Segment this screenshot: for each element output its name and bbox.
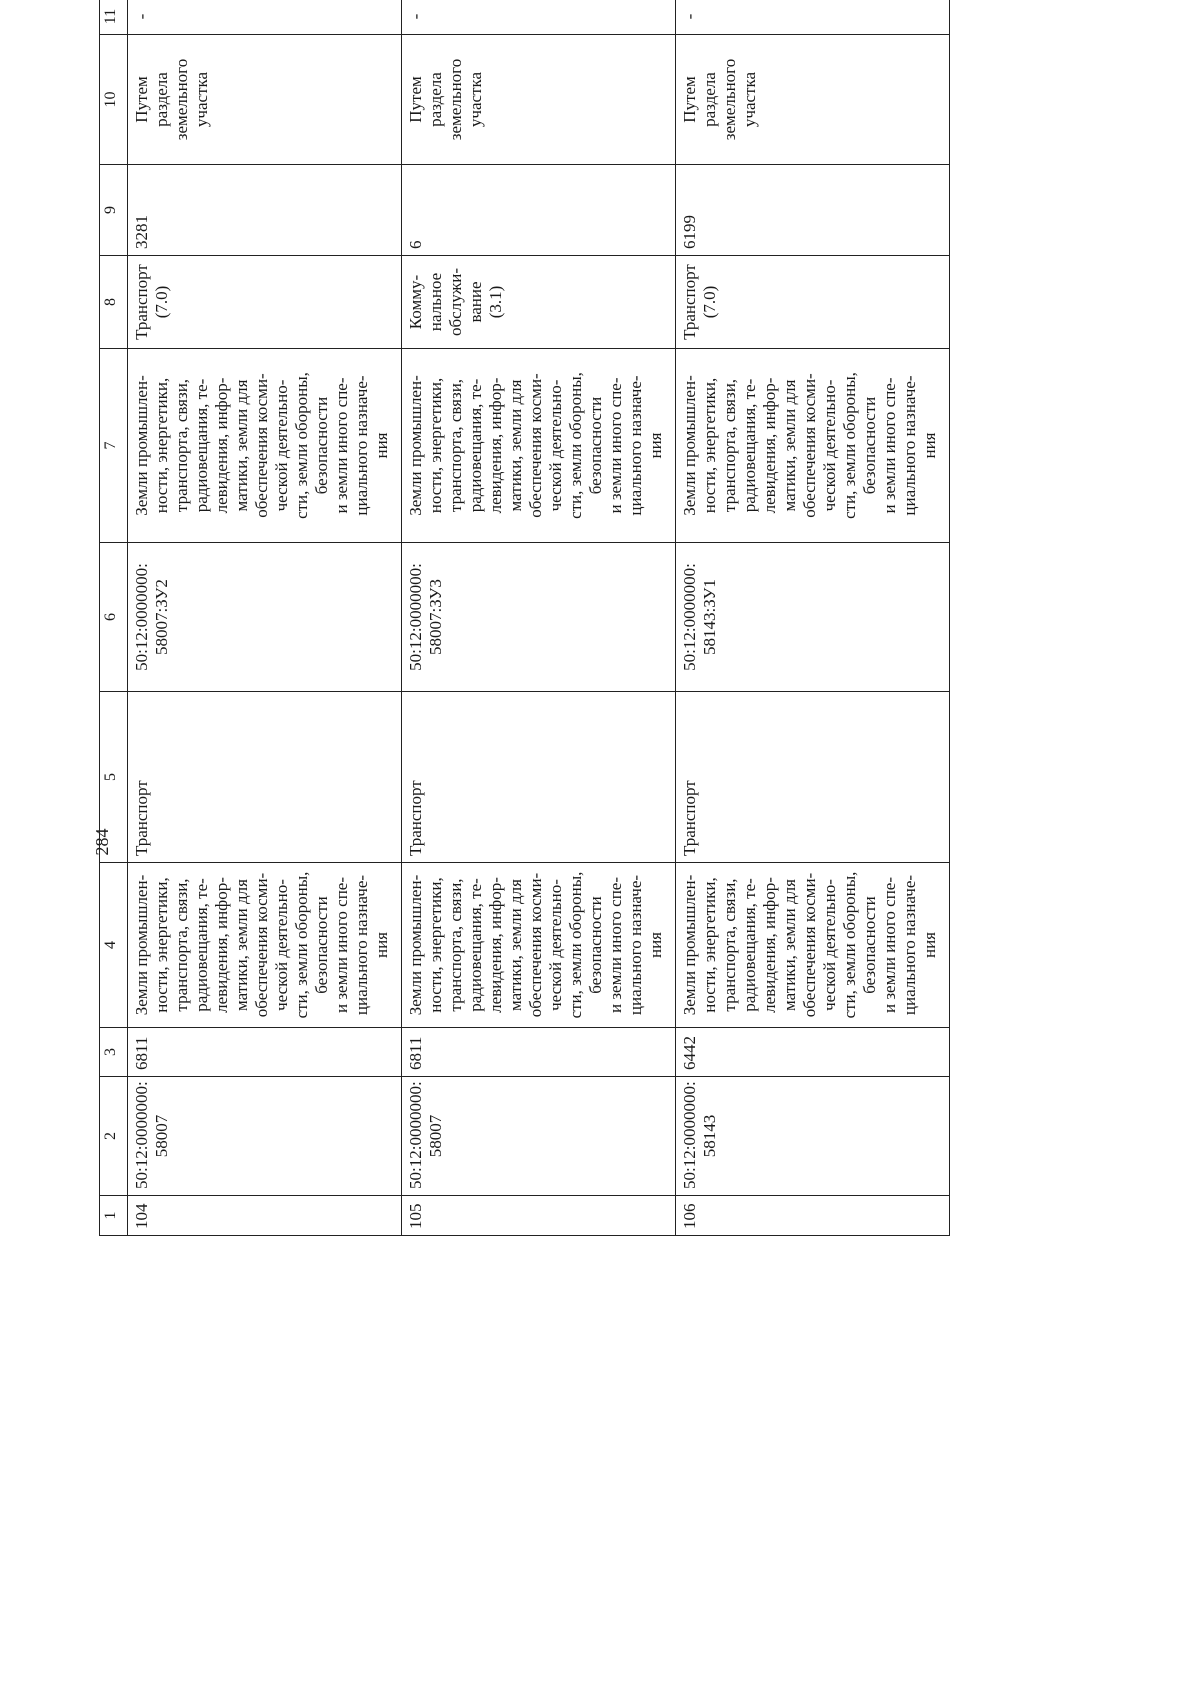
table-row	[128, 0, 402, 1236]
source-land-category-cell: Земли промышлен- ности, энергетики, транспорта, связи, радиовещания, те- левидения, инфор- матики, земли для обеспечения косми- ческой деятельно- сти, земли обороны, безопасности и земли иного спе- циального назначе- ния	[128, 863, 402, 1028]
column-header-9: 9	[100, 165, 128, 256]
column-header-4: 4	[100, 863, 128, 1028]
new-plot-designation-cell: 50:12:0000000: 58143:ЗУ1	[676, 543, 950, 692]
column-11-cell: -	[128, 0, 402, 35]
column-header-3: 3	[100, 1028, 128, 1077]
new-plot-designation-cell: 50:12:0000000: 58007:ЗУ3	[402, 543, 676, 692]
table-row	[402, 0, 676, 1236]
land-plots-table	[99, 0, 950, 1236]
table-row	[676, 0, 950, 1236]
column-header-5: 5	[100, 692, 128, 863]
new-plot-designation-cell: 50:12:0000000: 58007:ЗУ2	[128, 543, 402, 692]
new-area-cell: 6199	[676, 165, 950, 256]
cadastral-quarter-cell: 50:12:0000000: 58007	[128, 1077, 402, 1196]
new-land-category-cell: Земли промышлен- ности, энергетики, транспорта, связи, радиовещания, те- левидения, инфор- матики, земли для обеспечения косми- ческой деятельно- сти, земли обороны, безопасности и земли иного спе- циального назначе- ния	[402, 349, 676, 543]
source-permitted-use-cell: Транспорт	[128, 692, 402, 863]
column-header-2: 2	[100, 1077, 128, 1196]
new-area-cell: 3281	[128, 165, 402, 256]
row-number-cell: 105	[402, 1196, 676, 1236]
column-header-8: 8	[100, 256, 128, 349]
column-11-cell: -	[402, 0, 676, 35]
source-permitted-use-cell: Транспорт	[402, 692, 676, 863]
row-number-cell: 106	[676, 1196, 950, 1236]
column-header-7: 7	[100, 349, 128, 543]
row-number-cell: 104	[128, 1196, 402, 1236]
column-header-1: 1	[100, 1196, 128, 1236]
new-permitted-use-cell: Комму- нальное обслужи- вание (3.1)	[402, 256, 676, 349]
source-land-category-cell: Земли промышлен- ности, энергетики, транспорта, связи, радиовещания, те- левидения, инфор- матики, земли для обеспечения косми- ческой деятельно- сти, земли обороны, безопасности и земли иного спе- циального назначе- ния	[402, 863, 676, 1028]
new-land-category-cell: Земли промышлен- ности, энергетики, транспорта, связи, радиовещания, те- левидения, инфор- матики, земли для обеспечения косми- ческой деятельно- сти, земли обороны, безопасности и земли иного спе- циального назначе- ния	[128, 349, 402, 543]
formation-method-cell: Путем раздела земельного участка	[676, 35, 950, 165]
cadastral-quarter-cell: 50:12:0000000: 58007	[402, 1077, 676, 1196]
source-area-cell: 6811	[128, 1028, 402, 1077]
new-permitted-use-cell: Транспорт (7.0)	[676, 256, 950, 349]
column-header-10: 10	[100, 35, 128, 165]
source-area-cell: 6811	[402, 1028, 676, 1077]
column-header-6: 6	[100, 543, 128, 692]
column-header-11: 11	[100, 0, 128, 35]
rotated-table-container	[99, 8, 952, 1236]
table-body	[128, 0, 950, 1236]
formation-method-cell: Путем раздела земельного участка	[402, 35, 676, 165]
formation-method-cell: Путем раздела земельного участка	[128, 35, 402, 165]
source-land-category-cell: Земли промышлен- ности, энергетики, транспорта, связи, радиовещания, те- левидения, инфор- матики, земли для обеспечения косми- ческой деятельно- сти, земли обороны, безопасности и земли иного спе- циального назначе- ния	[676, 863, 950, 1028]
new-area-cell: 6	[402, 165, 676, 256]
new-land-category-cell: Земли промышлен- ности, энергетики, транспорта, связи, радиовещания, те- левидения, инфор- матики, земли для обеспечения косми- ческой деятельно- сти, земли обороны, безопасности и земли иного спе- циального назначе- ния	[676, 349, 950, 543]
column-11-cell: -	[676, 0, 950, 35]
new-permitted-use-cell: Транспорт (7.0)	[128, 256, 402, 349]
cadastral-quarter-cell: 50:12:0000000: 58143	[676, 1077, 950, 1196]
source-permitted-use-cell: Транспорт	[676, 692, 950, 863]
source-area-cell: 6442	[676, 1028, 950, 1077]
column-number-row	[100, 0, 128, 1236]
page-number: 284	[92, 828, 112, 856]
